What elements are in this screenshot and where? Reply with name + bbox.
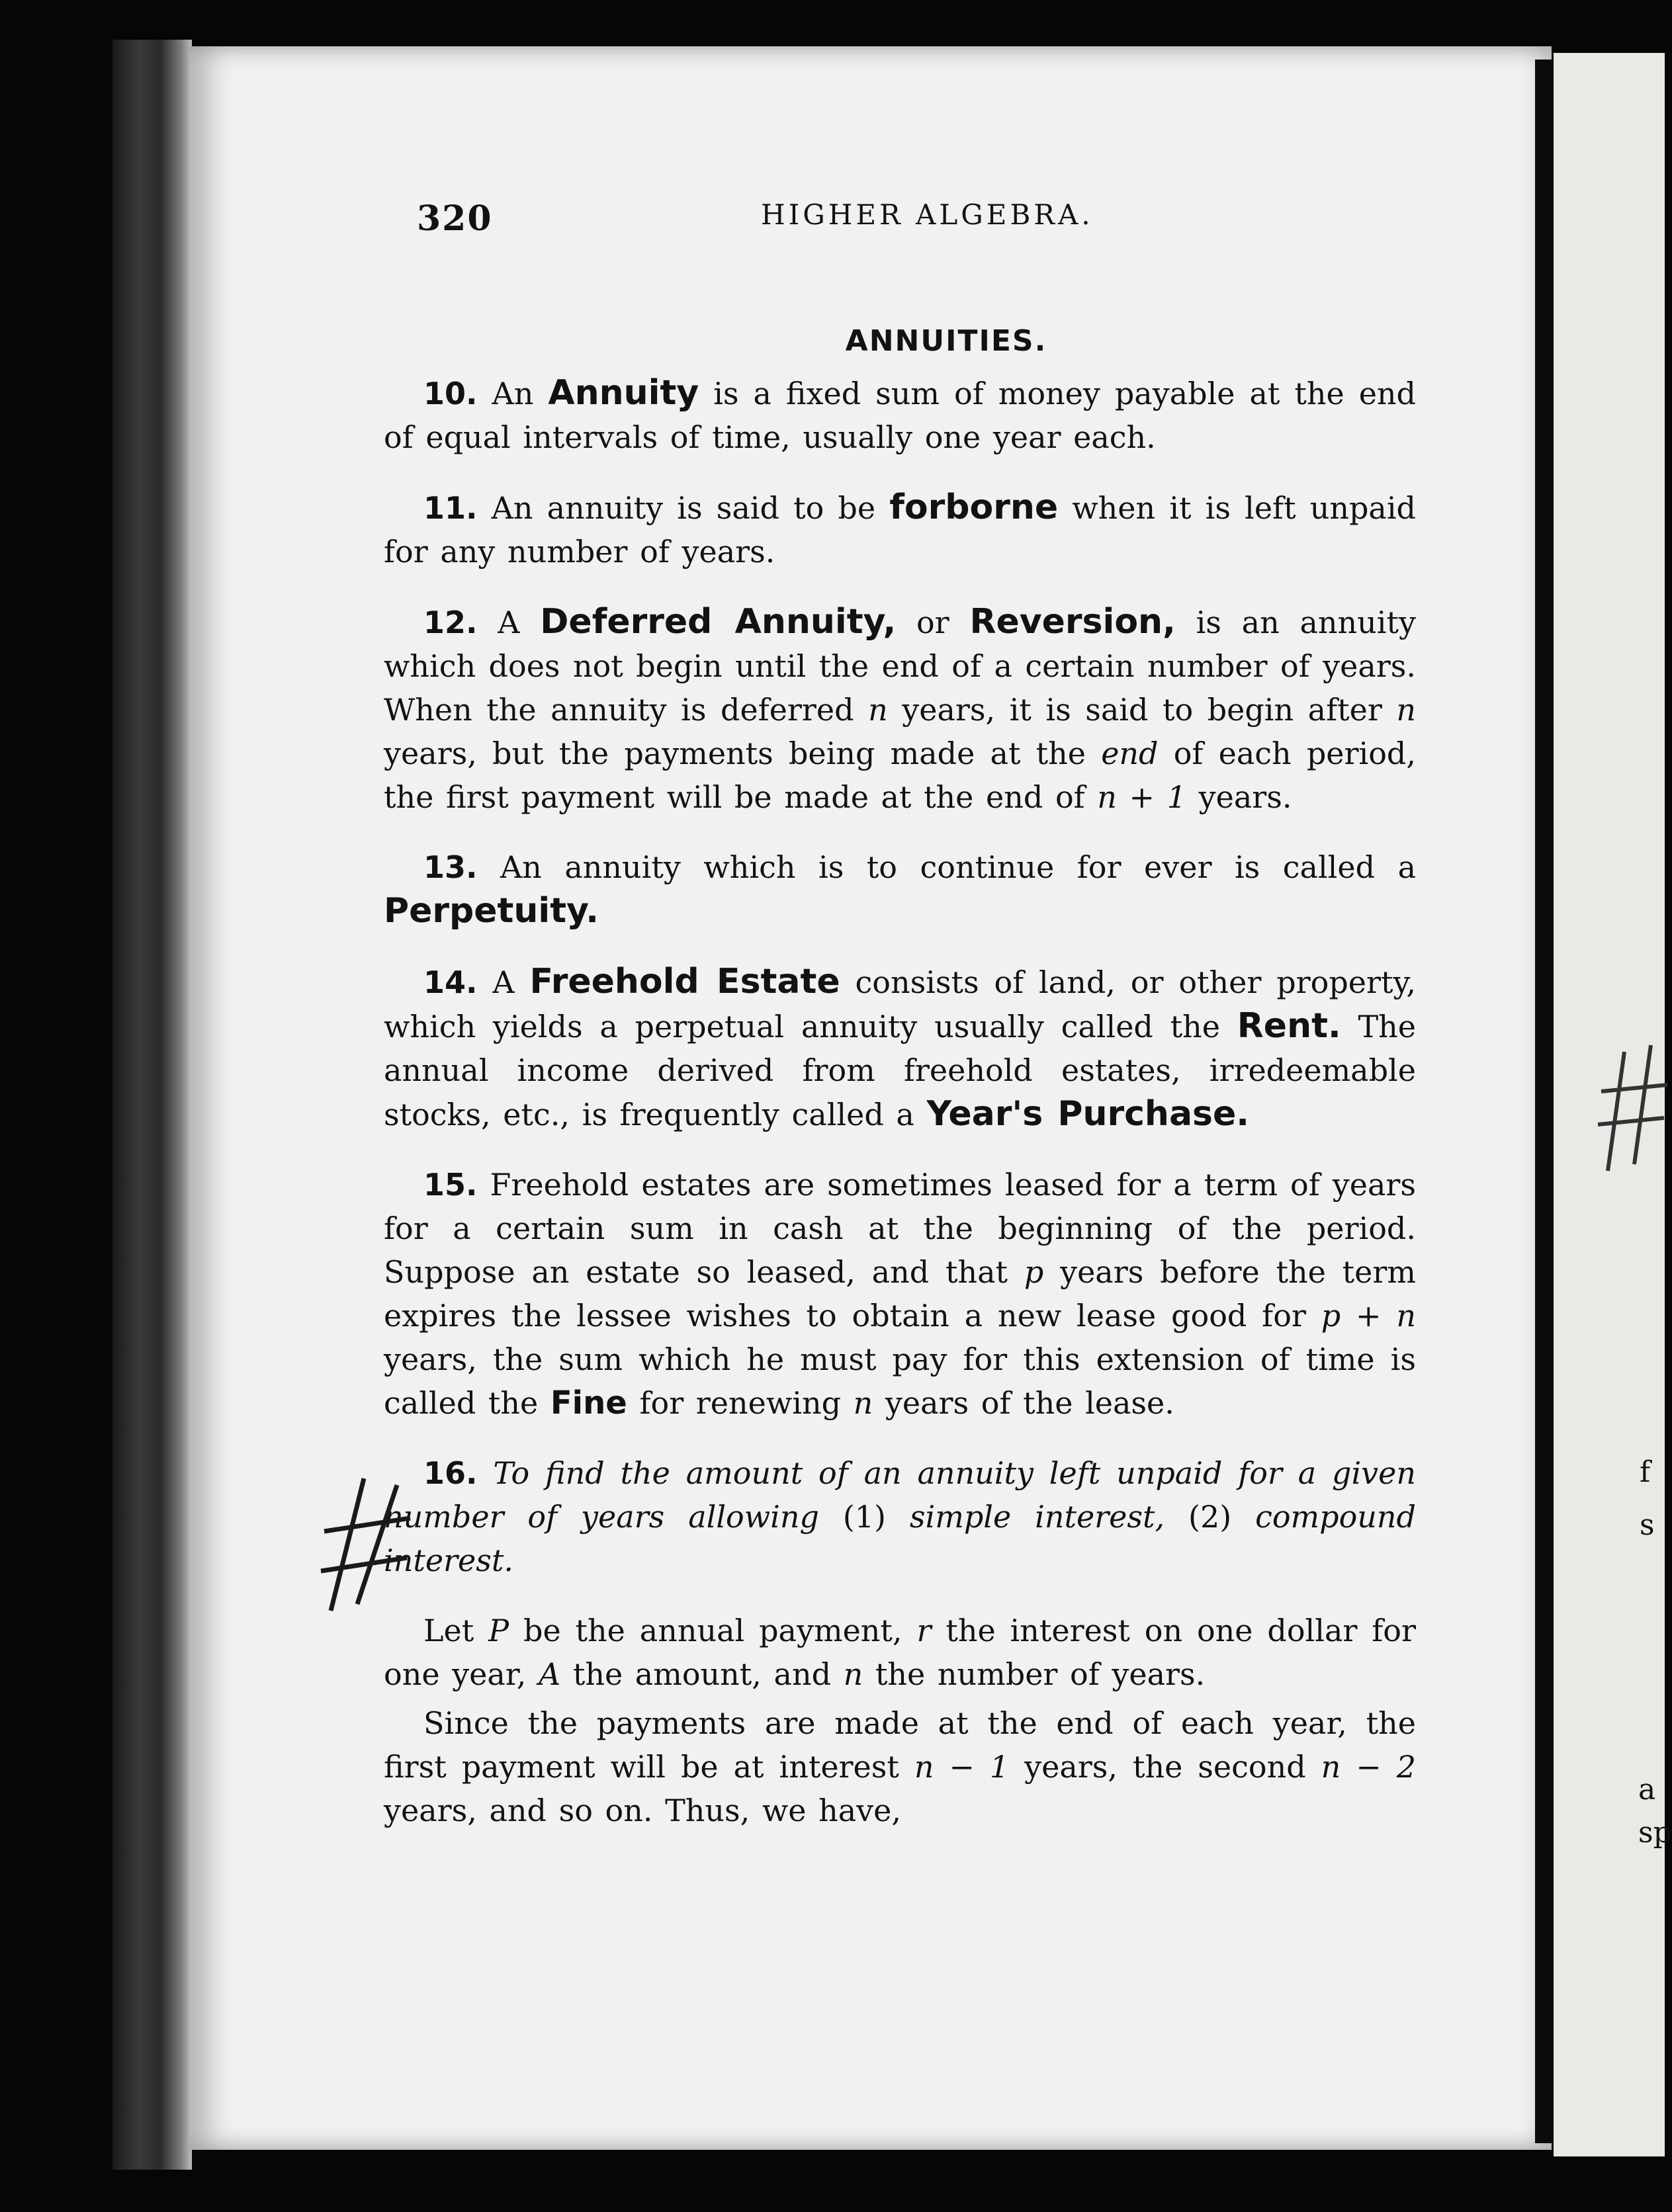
text-run: consists of land, or other property, which yields a perpetual annuity usually called the xyxy=(384,964,1417,1044)
defined-term: Deferred Annuity, xyxy=(540,602,897,642)
paragraph-16 xyxy=(384,1451,1416,1582)
defined-term: Fine xyxy=(550,1384,627,1422)
text-run: is a fixed sum of money payable at the end of equal intervals of time, usually one year each. xyxy=(384,376,1416,455)
book-spine-shadow xyxy=(112,40,192,2170)
math-variable: n xyxy=(1396,692,1416,728)
pencil-mark-icon xyxy=(1598,1039,1671,1184)
text-run: Let xyxy=(423,1613,474,1648)
paragraph-number: 16. xyxy=(423,1455,478,1491)
math-expression: n − 1 xyxy=(914,1749,1010,1785)
page-gutter xyxy=(1535,60,1554,2143)
paragraph-number: 15. xyxy=(423,1167,478,1203)
next-page-fragment: sp xyxy=(1638,1816,1672,1850)
text-run: of each period, the first payment will be made at the end of xyxy=(384,736,1416,815)
text-run: the interest on one dollar for one year, xyxy=(384,1613,1416,1692)
page-content xyxy=(384,198,1416,1859)
paragraph-number: 13. xyxy=(423,849,478,885)
defined-term: forborne xyxy=(889,488,1059,527)
paragraph-number: 11. xyxy=(423,490,478,526)
text-run: when it is left unpaid for any number of years. xyxy=(384,490,1416,570)
text-run: years of the lease. xyxy=(885,1385,1174,1421)
text-run: for renewing xyxy=(639,1385,842,1421)
math-variable: A xyxy=(538,1656,561,1692)
paragraph-number: 14. xyxy=(423,964,478,1000)
paragraph-10 xyxy=(384,371,1416,459)
next-page-fragment: s xyxy=(1640,1508,1655,1542)
text-run: (1) xyxy=(842,1499,886,1535)
paragraph-14 xyxy=(384,960,1416,1136)
text-run: The annual income derived from freehold estates, irredeemable stocks, etc., is frequently called a xyxy=(384,1009,1417,1132)
text-run: years before the term expires the lessee wishes to obtain a new lease good for xyxy=(384,1254,1416,1334)
paragraph-13 xyxy=(384,845,1416,933)
text-run: An xyxy=(492,376,534,411)
text-run: Since the payments are made at the end of each year, the first payment will be at interest xyxy=(384,1705,1416,1785)
text-run: A xyxy=(492,964,515,1000)
math-variable: P xyxy=(488,1613,509,1648)
emphasis: end xyxy=(1101,736,1159,771)
text-run: the amount, and xyxy=(572,1656,832,1692)
math-expression: n − 2 xyxy=(1321,1749,1416,1785)
paragraph-since xyxy=(384,1701,1416,1832)
paragraph-11 xyxy=(384,486,1416,574)
text-run: is an annuity which does not begin until the end of a certain number of years. When the annuity is deferred xyxy=(384,605,1416,728)
math-variable: n xyxy=(843,1656,863,1692)
text-run: years, the second xyxy=(1024,1749,1306,1785)
text-run: or xyxy=(916,605,949,640)
text-run: Thus, we have, xyxy=(665,1793,901,1828)
text-run: A xyxy=(498,605,520,640)
defined-term: Perpetuity. xyxy=(384,891,599,931)
math-expression: p + n xyxy=(1321,1298,1416,1334)
defined-term: Rent. xyxy=(1237,1006,1341,1046)
text-run: An annuity which is to continue for ever is called a xyxy=(500,849,1416,885)
paragraph-number: 12. xyxy=(423,605,478,640)
defined-term: Freehold Estate xyxy=(529,962,840,1001)
pencil-mark-icon xyxy=(318,1472,417,1617)
text-run: years, it is said to begin after xyxy=(902,692,1382,728)
text-run: Freehold estates are sometimes leased for a term of years for a certain sum in cash at the beginning of the period. Suppose an estate so leased, and that xyxy=(384,1167,1416,1290)
section-title: ANNUITIES. xyxy=(845,324,1047,358)
text-run: (2) xyxy=(1188,1499,1232,1535)
defined-term: Annuity xyxy=(548,373,699,413)
next-page-fragment: f xyxy=(1640,1455,1651,1489)
page-number: 320 xyxy=(417,198,493,239)
text-run: years, the sum which he must pay for this extension of time is called the xyxy=(384,1341,1416,1421)
text-run: compound interest. xyxy=(384,1499,1416,1578)
text-run: To find the amount of an annuity left unpaid for a given number of years allowing xyxy=(384,1455,1417,1535)
math-expression: n + 1 xyxy=(1097,779,1186,815)
math-variable: r xyxy=(916,1613,932,1648)
text-run: be the annual payment, xyxy=(523,1613,902,1648)
running-title: HIGHER ALGEBRA. xyxy=(761,198,1094,231)
text-run: An annuity is said to be xyxy=(491,490,876,526)
defined-term: Reversion, xyxy=(969,602,1176,642)
paragraph-12 xyxy=(384,600,1416,819)
math-variable: n xyxy=(868,692,888,728)
paragraph-15 xyxy=(384,1163,1416,1425)
math-variable: n xyxy=(853,1385,873,1421)
text-run: years. xyxy=(1198,779,1292,815)
math-variable: p xyxy=(1024,1254,1044,1290)
next-page-fragment: a xyxy=(1638,1773,1656,1807)
defined-term: Year's Purchase. xyxy=(926,1094,1250,1134)
paragraph-let xyxy=(384,1609,1416,1696)
text-run: simple interest, xyxy=(909,1499,1165,1535)
text-run: years, but the payments being made at the xyxy=(384,736,1086,771)
page-header xyxy=(384,198,1416,258)
text-run: years, and so on. xyxy=(384,1793,653,1828)
text-run: the number of years. xyxy=(875,1656,1206,1692)
paragraph-number: 10. xyxy=(423,376,478,411)
